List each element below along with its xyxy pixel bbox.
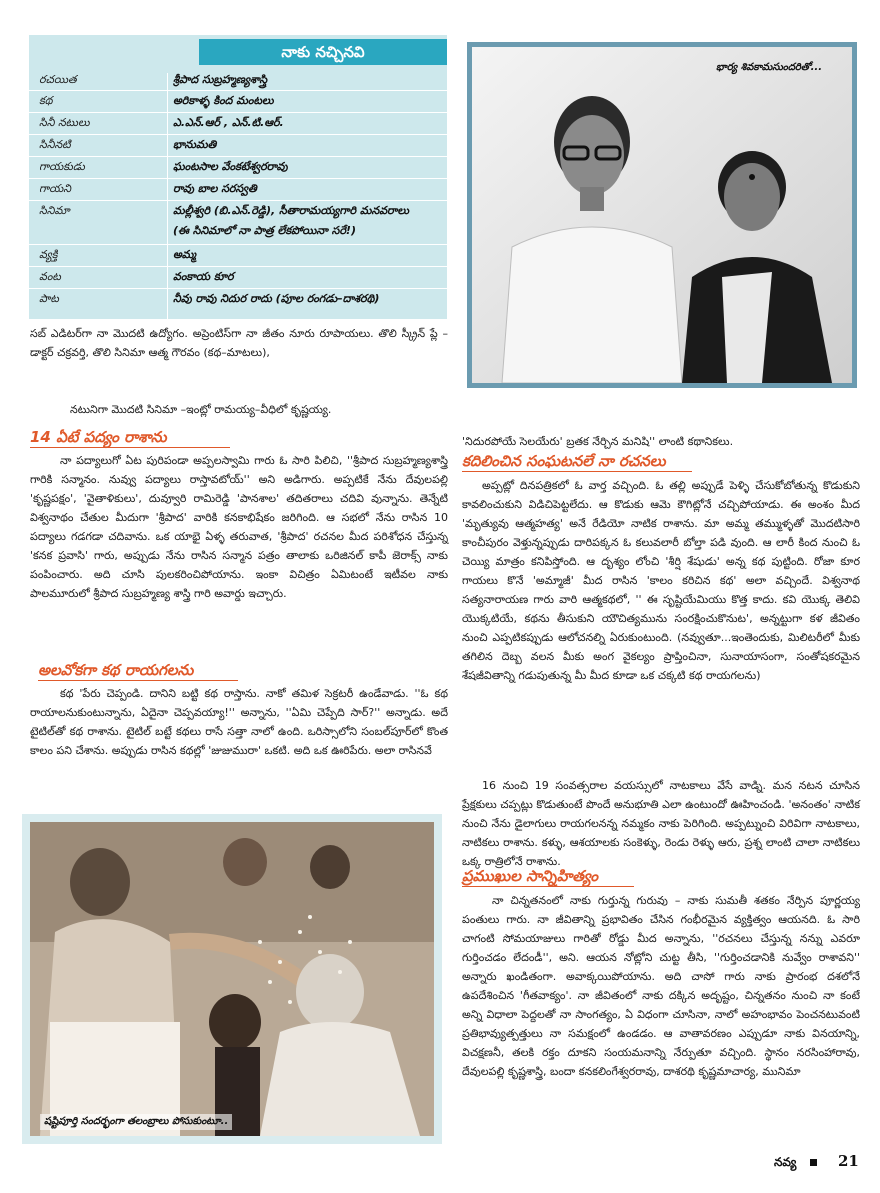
section-heading-incidents: కదిలించిన సంఘటనలే నా రచనలు (462, 452, 666, 470)
favorites-value: అమ్మ (173, 248, 197, 261)
heading-underline (462, 471, 692, 472)
favorites-value: నీవు రావు నిదుర రాదు (పూల రంగడు–దాశరథి) (173, 292, 380, 305)
favorites-label: వ్యక్తి (39, 248, 58, 261)
favorites-label: రచయిత (39, 73, 77, 86)
footer-square-icon (810, 1159, 817, 1166)
row-divider (29, 266, 447, 267)
poem-paragraph: నా పద్యాలుగో ఏట పురిపండా అప్పలస్వామి గారు ఓ సారి పిలిచి, ''శ్రీపాద సుబ్రహ్మణ్యశాస్త్రి గారికి సన్మానం. నువ్వు పద్యాలు రాస్తావటోయ్'' అని అడిగారు. అప్పటికే నేను దేవులపల్లి 'కృష్ణపక్షం', 'వైతాళికులు', దువ్వూరి రామిరెడ్డి 'పానశాల' తదితరాలు చదివి వున్నాను. తెన్నేటి విశ్వనాథం చేతుల మీదుగా 'శ్రీపాద' వారికి కనకాభిషేకం జరిగింది. ఆ సభలో నేను రాసిన 10 పద్యాలు గడగడా చదివాను. ఒక యాభై ఏళ్ళ తరువాత, 'శ్రీపాద' రచనల మీద పరిశోధన చేస్తున్న 'కనక ప్రవాసి' గారు, అప్పుడు నేను రాసిన సన్మాన పత్రం తాలాకు ఒరిజినల్ కాపీ జెరాక్స్ నాకు పంపించారు. అది చూసి పులకరించిపోయాను. ఇంకా విచిత్రం ఏమిటంటే ఇటీవల నాకు పాలమూరులో శ్రీపాద సుబ్రహ్మణ్య శాస్త్రి గారి అవార్డు ఇచ్చారు. (30, 454, 448, 600)
incidents-paragraph: అప్పట్లో దినపత్రికలో ఓ వార్త వచ్చింది. ఓ తల్లి అప్పుడే పెళ్ళి చేసుకోబోతున్న కొడుకుని కావలించుకుని విడిచిపెట్టలేదు. ఆ కొడుకు ఆమె కౌగిట్లోనే చచ్చిపోయాడు. ఈ అంశం మీద 'మృత్యువు ఆత్మహత్య' అనే రేడియో నాటిక రాశాను. మా అమ్మ తమ్ముళ్ళతో మొదటిసారి కాంచీపురం వెళ్తున్నప్పుడు దారిపక్కన ఓ కలువలారీ బోల్తా పడి వుంది. ఆ లారీ కింద నుంచి ఓ చెయ్యి మాత్రం కనిపిస్తోంది. ఆ దృశ్యం లోంచి 'శీర్షి శేషుడు' అన్న కథ పుట్టింది. రోజా కూర గాయలు కొనే 'అమ్మాజీ' మీద రాసిన 'కాలం కరిచిన కథ' అలా వచ్చిందే. విశ్వనాథ సత్యనారాయణ గారు వారి ఆత్మకథలో, '' ఈ సృష్టియేమియు కొత్త కాదు. కవి యొక్క తెలివి యొక్కటియే, కథను తీసుకుని యౌచిత్యమును సంరక్షించుకొనుట', అన్నట్టుగా కళ జీవితం నుంచి ఎప్పటికప్పుడు ఆలోచనల్ని ఏరుకుంటుంది. (నవ్వుతూ...ఇంతెందుకు, మిలిటరీలో మీకు తగిలిన దెబ్బ వలన మీకు అంగ వైకల్యం ప్రాప్తించినా, సునాయాసంగా, సంతోషకరమైన శేషజీవితాన్ని గడుపుతున్న మీ మీద కూడా ఒక చక్కటి కథ రాయగలను) (462, 479, 860, 682)
favorites-column-divider (167, 73, 168, 323)
ceremony-photo-frame (22, 814, 442, 1144)
ceremony-photo-illustration (30, 822, 434, 1136)
row-divider (29, 200, 447, 201)
row-divider (29, 288, 447, 289)
row-divider (29, 156, 447, 157)
row-divider (29, 134, 447, 135)
couple-photo (472, 47, 852, 383)
favorites-label: సినీనటి (39, 138, 71, 151)
magazine-name: నవ్య (774, 1155, 797, 1169)
heading-underline (38, 680, 238, 681)
favorites-value: ఘంటసాల వేంకటేశ్వరరావు (173, 160, 288, 173)
favorites-value: శ్రీపాద సుబ్రహ్మణ్యశాస్త్రి (173, 73, 268, 86)
ceremony-photo-caption: షష్టిపూర్తి సందర్భంగా తలంబ్రాలు పోసుకుంటూ.. (40, 1114, 232, 1130)
row-divider (29, 244, 447, 245)
favorites-value: అరికాళ్ళ కింద మంటలు (173, 94, 274, 107)
heading-underline (30, 447, 230, 448)
couple-photo-illustration (472, 47, 852, 383)
favorites-value: (ఈ సినిమాలో నా పాత్ర లేకపోయినా సరే!) (173, 224, 356, 237)
favorites-value: వంకాయ కూర (173, 270, 234, 283)
favorites-label: వంట (39, 270, 61, 283)
drama-paragraph: 16 నుంచి 19 సంవత్సరాల వయస్సులో నాటకాలు వేసే వాడ్ని. మన నటన చూసిన ప్రేక్షకులు చప్పట్లు కొడుతుంటే పొందే అనుభూతి ఎలా ఉంటుందో ఊహించండి. 'అనంతం' నాటిక నుంచి నేను డైలాగులు రాయగలనన్న నమ్మకం నాకు పెరిగింది. అప్పట్నుంచి విరివిగా నాటకాలు, నాటికలు రాశాను. కళ్ళు, ఆశయాలకు సంకెళ్ళు, రెండు రెళ్ళు ఆరు, ప్రశ్న లాంటి చాలా నాటికలు ఒక్క రాత్రిలోనే రాశాను. (462, 779, 860, 868)
ceremony-photo (30, 822, 434, 1136)
row-divider (29, 178, 447, 179)
section-heading-story: అలవోకగా కథ రాయగలను (38, 661, 194, 679)
section-heading-eminent: ప్రముఖుల సాన్నిహిత్యం (462, 867, 598, 885)
row-divider (29, 90, 447, 91)
row-divider (29, 112, 447, 113)
favorites-label: గాయకుడు (39, 160, 85, 173)
favorites-value: రావు బాల సరస్వతి (173, 182, 257, 195)
first-film-paragraph: నటునిగా మొదటి సినిమా –ఇంట్లో రామయ్య–వీధిలో కృష్ణయ్య. (70, 403, 332, 416)
favorites-title: నాకు నచ్చినవి (199, 39, 447, 65)
intro-paragraph: సబ్ ఎడిటర్‌గా నా మొదటి ఉద్యోగం. అప్రెంటిస్‌గా నా జీతం నూరు రూపాయలు. తొలి స్క్రీన్ ప్లే – డాక్టర్ చక్రవర్తి, తొలి సినిమా ఆత్మ గౌరవం (కథ–మాటలు), (30, 327, 448, 359)
favorites-label: సినీ నటులు (39, 116, 90, 129)
eminent-paragraph: నా చిన్నతనంలో నాకు గుర్తున్న గురువు – నాకు సుమతీ శతకం నేర్పిన పూర్ణయ్య పంతులు గారు. నా జీవితాన్ని ప్రభావితం చేసిన గంభీరమైన వ్యక్తిత్వం ఆయనది. ఓ సారి చాగంటి సోమయాజులు గారితో రోడ్డు మీద అన్నాను, ''రచనలు చేస్తున్న నన్ను ఎవరూ గుర్తించడం లేదండీ'', అని. ఆయన నోట్లోని చుట్ట తీసి, ''గుర్తించడానికి నువ్వేం రాశావని'' అన్నారు ఖండితంగా. అవాక్కయిపోయాను. అది చాసో గారు నాకు ప్రారంభ దశలోనే ఉపదేశించిన 'గీతవాక్యం'. నా జీవితంలో నాకు దక్కిన అదృష్టం, చిన్నతనం నుంచి నా కంటే అన్ని విధాలా పెద్దలతో నా సాంగత్యం, ఏ విధంగా చూసినా, నాలో అహంభావం పెంచనటువంటి ప్రతిభావ్యుత్పత్తులు నా సమక్షంలో ఉండడం. ఆ వాతావరణం ఎప్పుడూ నాకు వినయాన్ని, విచక్షణనీ, తలకి రక్తం దూకని సంయమనాన్ని నేర్పుతూ వచ్చింది. స్థానం నరసింహారావు, దేవులపల్లి కృష్ణశాస్త్రి, బందా కనకలింగేశ్వరరావు, దాశరథి కృష్ణమాచార్య, మునిమా (462, 894, 860, 1078)
favorites-box (29, 35, 447, 319)
favorites-value: ఎ.ఎన్.ఆర్ , ఎన్.టి.ఆర్. (173, 116, 284, 129)
favorites-label: గాయని (39, 182, 71, 195)
section-heading-poem: 14 ఏటే పద్యం రాశాను (30, 428, 167, 446)
favorites-value: మల్లీశ్వరి (బి.ఎన్.రెడ్డి), సీతారామయ్యగారి మనవరాలు (173, 204, 409, 217)
favorites-label: పాట (39, 292, 59, 305)
couple-photo-frame (467, 42, 857, 388)
story-paragraph: కథ 'పేరు చెప్పండి. దానిని బట్టి కథ రాస్తాను. నాకో తమిళ సెక్రటరీ ఉండేవాడు. ''ఓ కథ రాయాలనుకుంటున్నాను, ఏదైనా చెప్పవయ్యా!'' అన్నాను, ''ఏమి చెప్పేది సార్?'' అన్నాడు. అదే టైటిల్‌తో కథ రాశాను. టైటిల్ బట్టే కథలు రాసే సత్తా నాలో ఉంది. ఒరిస్సాలోని సంబల్‌పూర్‌లో కొంత కాలం పని చేశాను. అప్పుడు రాసిన కథల్లో 'జుజుమురా' ఒకటి. అది ఒక ఊరిపేరు. అలా రాసినవే (30, 687, 448, 757)
page-number: 21 (838, 1152, 859, 1170)
favorites-label: కథ (39, 94, 53, 107)
couple-photo-caption: భార్య శివకామసుందరితో... (716, 62, 822, 73)
heading-underline (462, 886, 634, 887)
right-intro-line: 'నిదురపోయే సెలయేరు' బ్రతక నేర్చిన మనిషి'' లాంటి కథానికలు. (462, 435, 734, 448)
favorites-value: భానుమతి (173, 138, 217, 151)
favorites-label: సినిమా (39, 204, 70, 217)
